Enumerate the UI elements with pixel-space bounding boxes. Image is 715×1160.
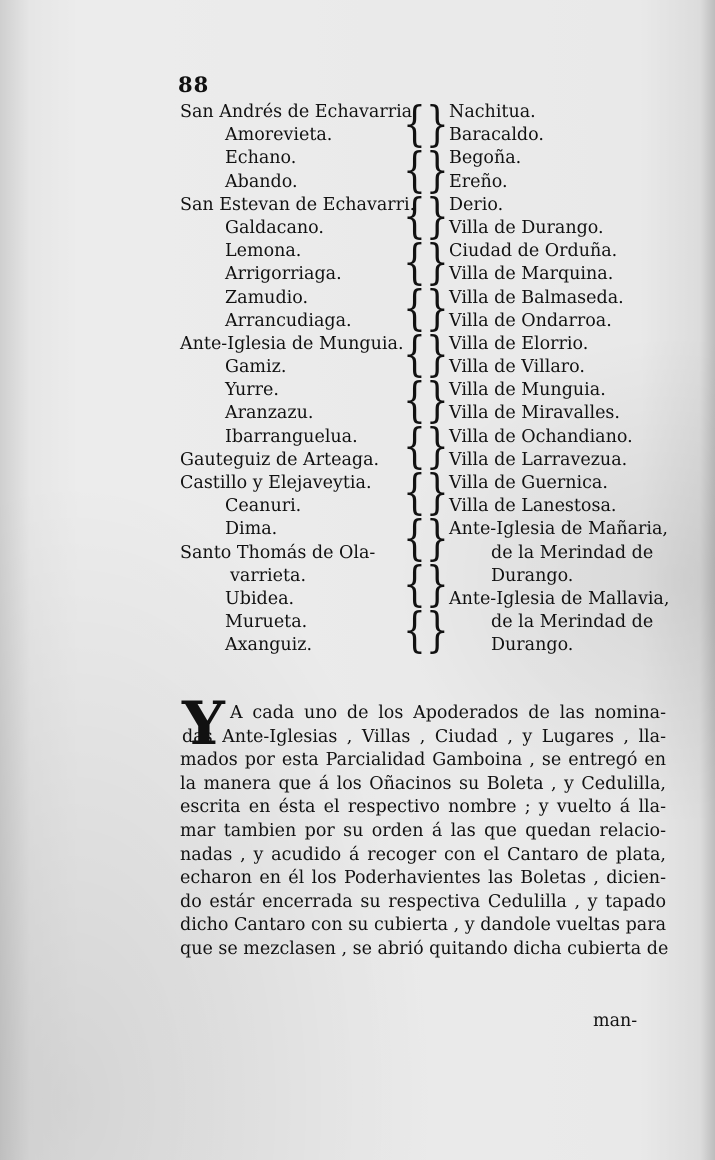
list-item: Dima. xyxy=(225,519,278,540)
list-item: Amorevieta. xyxy=(225,125,333,146)
brace-icon: {} xyxy=(403,326,449,382)
brace-icon: {} xyxy=(403,602,449,658)
list-item: Santo Thomás de Ola- xyxy=(180,542,376,563)
paragraph-line: mar tambien por su orden á las que quedan relacio- xyxy=(180,820,666,841)
right-column xyxy=(449,101,669,658)
list-item: San Estevan de Echavarri. xyxy=(180,194,416,215)
list-item: Villa de Villaro. xyxy=(449,357,585,378)
brace-icon: {} xyxy=(403,96,449,152)
list-item: San Andrés de Echavarria xyxy=(180,102,413,122)
drop-cap: Y xyxy=(182,689,225,759)
list-item: Villa de Ochandiano. xyxy=(449,426,633,447)
list-item: Villa de Durango. xyxy=(449,217,604,238)
list-item: Castillo y Elejaveytia. xyxy=(180,473,372,493)
list-item: Ante-Iglesia de Munguia. xyxy=(180,333,404,354)
page-number: 88 xyxy=(178,72,210,97)
list-item: Villa de Miravalles. xyxy=(449,403,620,424)
brace-icon: {} xyxy=(403,234,449,290)
list-item: Arrigorriaga. xyxy=(225,264,342,285)
list-item: Echano. xyxy=(225,148,297,169)
list-item: de la Merindad de xyxy=(491,612,654,633)
list-item: Lemona. xyxy=(225,241,302,262)
list-item: Ceanuri. xyxy=(225,496,302,517)
brace-icon: {} xyxy=(403,464,449,520)
left-column xyxy=(180,101,416,658)
list-item: Arrancudiaga. xyxy=(225,310,352,331)
list-item: Ereño. xyxy=(449,171,508,192)
brace-icon: {} xyxy=(403,372,449,428)
list-item: Villa de Lanestosa. xyxy=(449,496,617,517)
brace-icon: {} xyxy=(403,188,449,244)
list-item: Villa de Balmaseda. xyxy=(449,287,624,308)
list-item: de la Merindad de xyxy=(491,542,654,563)
list-item: Yurre. xyxy=(225,380,279,401)
paragraph-line: echaron en él los Poderhavientes las Boletas , dicien- xyxy=(180,868,666,889)
paragraph-line: das Ante-Iglesias , Villas , Ciudad , y Lugares , lla- xyxy=(182,726,666,747)
list-item: varrieta. xyxy=(230,565,307,586)
catchword: man- xyxy=(593,1011,638,1031)
paragraph-line: que se mezclasen , se abrió quitando dicha cubierta de xyxy=(180,938,669,959)
list-item: Gauteguiz de Arteaga. xyxy=(180,449,380,470)
list-item: Durango. xyxy=(491,635,574,656)
list-item: Ubidea. xyxy=(225,588,295,609)
paragraph-line: mados por esta Parcialidad Gamboina , se entregó en xyxy=(180,750,666,771)
list-item: Ante-Iglesia de Mañaria, xyxy=(449,519,668,540)
paragraph-line: escrita en ésta el respectivo nombre ; y vuelto á lla- xyxy=(180,797,666,818)
list-item: Axanguiz. xyxy=(225,635,313,656)
list-item: Derio. xyxy=(449,194,504,215)
list-item: Abando. xyxy=(225,171,298,192)
brace-icon: {} xyxy=(403,510,449,566)
body-paragraph xyxy=(180,689,669,962)
brace-icon: {} xyxy=(403,418,449,474)
paragraph-line: dicho Cantaro con su cubierta , y dandole vueltas para xyxy=(180,915,666,936)
list-item: Villa de Marquina. xyxy=(449,264,614,285)
brace-icon: {} xyxy=(403,556,449,612)
list-item: Aranzazu. xyxy=(225,403,314,424)
list-item: Galdacano. xyxy=(225,217,324,238)
list-item: Baracaldo. xyxy=(449,125,544,146)
brace-icon: {} xyxy=(403,280,449,336)
list-item: Villa de Ondarroa. xyxy=(449,310,612,331)
list-item: Murueta. xyxy=(225,612,308,633)
list-item: Zamudio. xyxy=(225,287,309,308)
paragraph-line: A cada uno de los Apoderados de las nomina- xyxy=(230,703,666,723)
list-item: Durango. xyxy=(491,565,574,586)
paragraph-line: nadas , y acudido á recoger con el Cantaro de plata, xyxy=(180,844,666,865)
list-item: Nachitua. xyxy=(449,102,536,122)
list-item: Ante-Iglesia de Mallavia, xyxy=(449,588,670,609)
list-item: Begoña. xyxy=(449,148,522,169)
brace-icon: {} xyxy=(403,142,449,198)
paragraph-line: la manera que á los Oñacinos su Boleta , y Cedulilla, xyxy=(180,773,666,794)
list-item: Ibarranguelua. xyxy=(225,426,358,447)
list-item: Villa de Elorrio. xyxy=(449,333,589,354)
list-item: Villa de Larravezua. xyxy=(449,449,628,470)
list-item: Ciudad de Orduña. xyxy=(449,241,618,262)
list-item: Villa de Munguia. xyxy=(449,380,606,401)
paragraph-line: do estár encerrada su respectiva Cedulilla , y tapado xyxy=(180,891,666,912)
list-item: Gamiz. xyxy=(225,357,287,378)
list-item: Villa de Guernica. xyxy=(449,473,608,493)
